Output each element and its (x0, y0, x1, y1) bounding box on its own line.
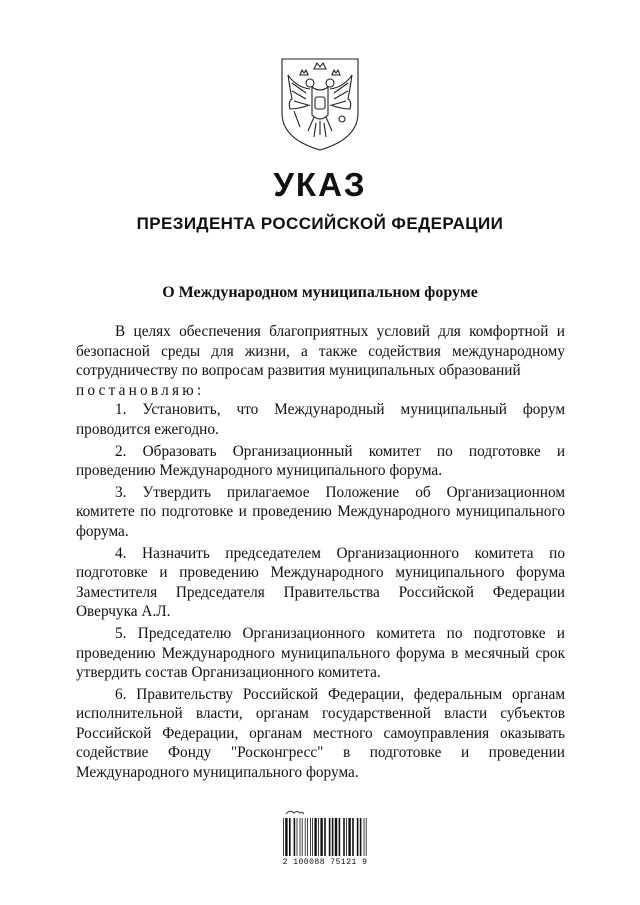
barcode-bar (307, 818, 308, 856)
barcode-bar (283, 818, 284, 856)
barcode-bar (314, 818, 316, 856)
coat-of-arms-icon (278, 53, 362, 153)
barcode (280, 808, 370, 872)
barcode-number: 2 100088 75121 9 (282, 858, 368, 867)
intro-text: В целях обеспечения благоприятных условий для комфортной и безопасной среды для жизни, а также содействия международному сотрудничеству по вопросам развития муниципальных образований (76, 323, 565, 380)
barcode-bar (339, 818, 341, 856)
decree-item-5: 5. Председателю Организационного комитета по подготовке и проведению Международного муниципального форума в месячный срок утвердить состав Организационного комитета. (76, 624, 565, 682)
barcode-bar (346, 818, 347, 856)
barcode-bar (320, 818, 322, 856)
decree-item-2: 2. Образовать Организационный комитет по подготовке и проведению Международного муниципального форума. (76, 442, 565, 480)
barcode-bar (297, 818, 298, 856)
barcode-bar (348, 818, 350, 856)
barcode-bar (324, 818, 326, 856)
barcode-bar (318, 818, 319, 856)
decree-item-6: 6. Правительству Российской Федерации, федеральным органам исполнительной власти, органам государственной власти субъектов Российской Федерации, органам местного самоуправления оказывать содействие Фонду "Росконгресс" в подготовке и проведении Международного муниципального форума. (76, 685, 565, 782)
decree-heading: О Международном муниципальном форуме (162, 284, 478, 301)
decree-item-1: 1. Установить, что Международный муниципальный форум проводится ежегодно. (76, 401, 565, 438)
barcode-bar (289, 818, 291, 856)
barcode-bar (285, 818, 287, 856)
barcode-bar (343, 818, 345, 856)
barcode-bar (312, 818, 313, 856)
decree-item-4: 4. Назначить председателем Организационного комитета по подготовке и проведению Международного муниципального форума Заместителя Председателя Правительства Российской Федерации Оверчука А.Л. (76, 544, 565, 621)
barcode-bar (305, 818, 306, 856)
barcode-icon (282, 818, 368, 856)
document-title: УКАЗ (273, 166, 367, 203)
barcode-bar (360, 818, 362, 856)
document-subtitle: ПРЕЗИДЕНТА РОССИЙСКОЙ ФЕДЕРАЦИИ (136, 214, 504, 233)
decree-word: постановляю: (76, 381, 205, 399)
barcode-bar (300, 818, 301, 856)
barcode-bar (364, 818, 365, 856)
barcode-bar (302, 818, 303, 856)
barcode-bar (352, 818, 354, 856)
barcode-bar (357, 818, 359, 856)
decree-item-3: 3. Утвердить прилагаемое Положение об Организационном комитете по подготовке и проведению Международного муниципального форума. (76, 483, 565, 540)
small-stamp-icon (285, 808, 305, 816)
barcode-bar (294, 818, 296, 856)
intro-paragraph (76, 322, 565, 400)
barcode-bar (335, 818, 337, 856)
barcode-bar (366, 818, 367, 856)
barcode-bar (332, 818, 334, 856)
barcode-bar (310, 818, 311, 856)
decree-body (76, 322, 565, 785)
barcode-bar (329, 818, 331, 856)
